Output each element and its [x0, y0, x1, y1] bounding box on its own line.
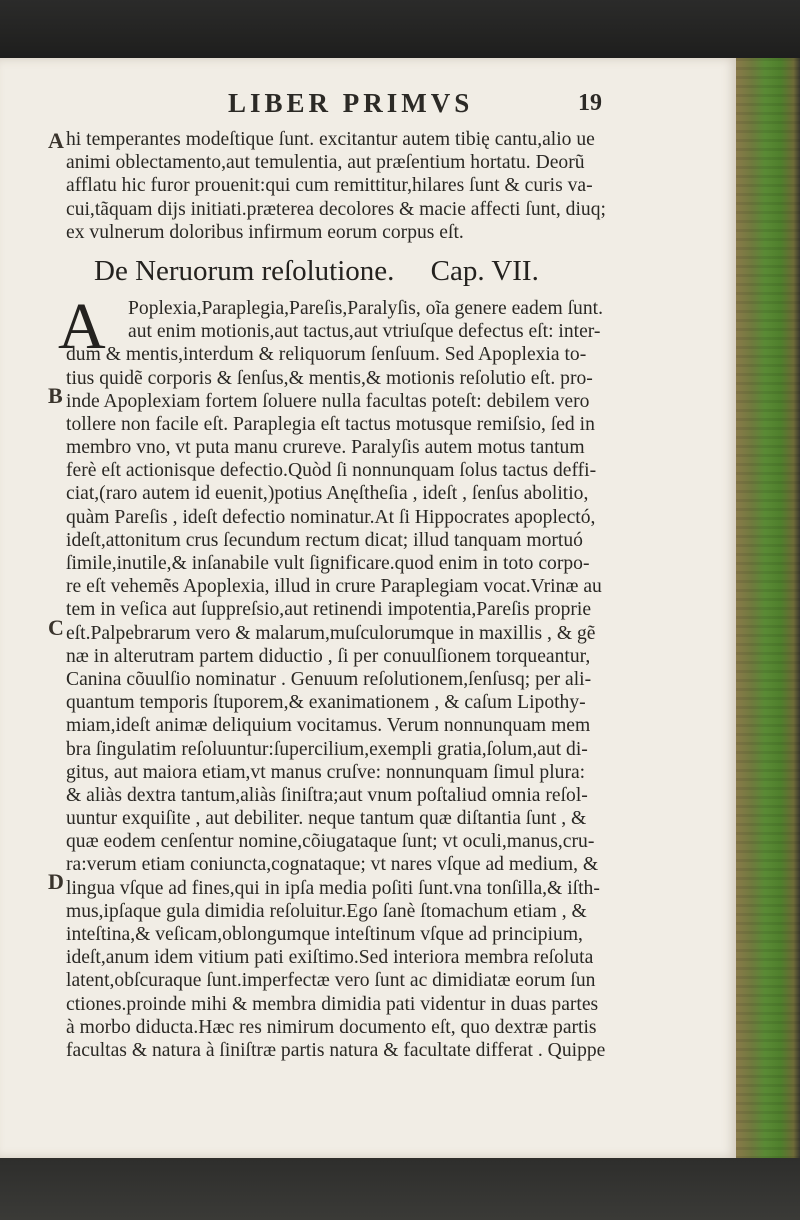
text-line: tem in veſica aut ſuppreſsio,aut retinendi impotentia,Pareſis proprie [66, 599, 592, 621]
text-line: gitus, aut maiora etiam,vt manus cruſve: nonnunquam ſimul plura: [66, 761, 586, 783]
text-line: Canina cõuulſio nominatur . Genuum reſolutionem,ſenſusq; per ali- [66, 668, 592, 690]
text-line: næ in alterutram partem diductio , ſi per conuulſionem torqueantur, [66, 645, 591, 667]
text-line: tius quidẽ corporis & ſenſus,& mentis,& motionis reſolutio eſt. pro- [66, 367, 593, 389]
scan-background-bottom [0, 1158, 800, 1220]
text-line: ideſt,attonitum crus ſecundum rectum dicat; illud tanquam mortuó [66, 529, 583, 551]
text-line: membro vno, vt puta manu crureve. Paralyſis autem motus tantum [66, 437, 585, 459]
margin-letter-a: A [48, 128, 64, 153]
scan-background-top [0, 0, 800, 58]
running-head-title: LIBER PRIMVS [228, 88, 474, 118]
text-line: ex vulnerum doloribus infirmum eorum corpus eſt. [66, 221, 464, 243]
text-line: ideſt,anum idem vitium pati exiſtimo.Sed interiora membra reſoluta [66, 947, 594, 969]
text-line: afflatu hic furor prouenit:qui cum remittitur,hilares ſunt & curis va- [66, 175, 593, 197]
text-line: uuntur exquiſite , aut debiliter. neque tantum quæ diſtantia ſunt , & [66, 808, 587, 830]
text-line: ferè eſt actionisque defectio.Quòd ſi nonnunquam ſolus tactus deffi- [66, 460, 597, 482]
page-text [58, 128, 706, 1062]
text-line: quæ eodem cenſentur nomine,cõiugataque ſunt; vt oculi,manus,cru- [66, 831, 595, 853]
text-line: quàm Pareſis , ideſt defectio nominatur.At ſi Hippocrates apoplectó, [66, 506, 596, 528]
text-line: aut enim motionis,aut tactus,aut vtriuſque defectus eſt: inter- [128, 321, 601, 343]
chapter-heading: De Neruorum reſolutione. Cap. VII. [94, 254, 539, 287]
text-line: animi oblectamento,aut temulentia, aut præſentium hortatu. Deorũ [66, 152, 585, 174]
text-line: facultas & natura à ſiniſtræ partis natura & facultate differat . Quippe [66, 1039, 606, 1061]
margin-letter-c: C [48, 615, 64, 640]
text-line: cui,tãquam dijs initiati.præterea decolores & macie affecti ſunt, diuq; [66, 198, 606, 220]
margin-letter-d: D [48, 869, 64, 894]
text-line: bra ſingulatim reſoluuntur:ſupercilium,exempli gratia,ſolum,aut di- [66, 738, 588, 760]
text-line: ra:verum etiam coniuncta,cognataque; vt nares vſque ad medium, & [66, 854, 599, 876]
text-line: quantum temporis ſtuporem,& exanimationem , & caſum Lipothy- [66, 692, 586, 714]
text-line: lingua vſque ad fines,qui in ipſa media poſiti ſunt.vna tonſilla,& iſth- [66, 877, 600, 899]
text-line: ciat,(raro autem id euenit,)potius Anęſtheſia , ideſt , ſenſus abolitio, [66, 483, 589, 505]
text-line: inde Apoplexiam fortem ſoluere nulla facultas poteſt: debilem vero [66, 390, 590, 412]
body-text [66, 343, 706, 1062]
page-number: 19 [578, 90, 602, 116]
text-line: ſimile,inutile,& inſanabile vult ſignificare.quod enim in toto corpo- [66, 553, 590, 574]
text-line-content: Poplexia,Paraplegia,Pareſis,Paralyſis, oĩa genere eadem ſunt. [128, 297, 603, 319]
text-line: inteſtina,& veſicam,oblongumque inteſtinum vſque ad principium, [66, 924, 583, 945]
text-line: à morbo diducta.Hæc res nimirum documento eſt, quo dextræ partis [66, 1016, 597, 1038]
book-cover-edge [736, 58, 800, 1158]
running-head [0, 88, 738, 122]
text-line: re eſt vehemẽs Apoplexia, illud in crure Paraplegiam vocat.Vrinæ au [66, 576, 602, 598]
text-line: tollere non facile eſt. Paraplegia eſt tactus motusque remiſsio, ſed in [66, 413, 595, 435]
text-line: & aliàs dextra tantum,aliàs ſiniſtra;aut vnum poſtaliud omnia reſol- [66, 784, 588, 806]
text-line: dum & mentis,interdum & reliquorum ſenſuum. Sed Apoplexia to- [66, 344, 587, 366]
text-line: mus,ipſaque gula dimidia reſoluitur.Ego ſanè ſtomachum etiam , & [66, 900, 587, 922]
drop-cap: A [58, 289, 106, 363]
text-line: miam,ideſt animæ deliquium vocitamus. Verum nonnunquam mem [66, 715, 591, 737]
text-line: hi temperantes modeſtique ſunt. excitantur autem tibię cantu,alio ue [66, 129, 595, 150]
text-line: latent,obſcuraque ſunt.imperfectæ vero ſunt ac dimidiatæ eorum ſun [66, 970, 596, 992]
text-line: ctiones.proinde mihi & membra dimidia pati videntur in duas partes [66, 993, 599, 1015]
margin-letter-b: B [48, 383, 63, 408]
text-line: eſt.Palpebrarum vero & malarum,muſculorumque in maxillis , & gẽ [66, 622, 596, 644]
